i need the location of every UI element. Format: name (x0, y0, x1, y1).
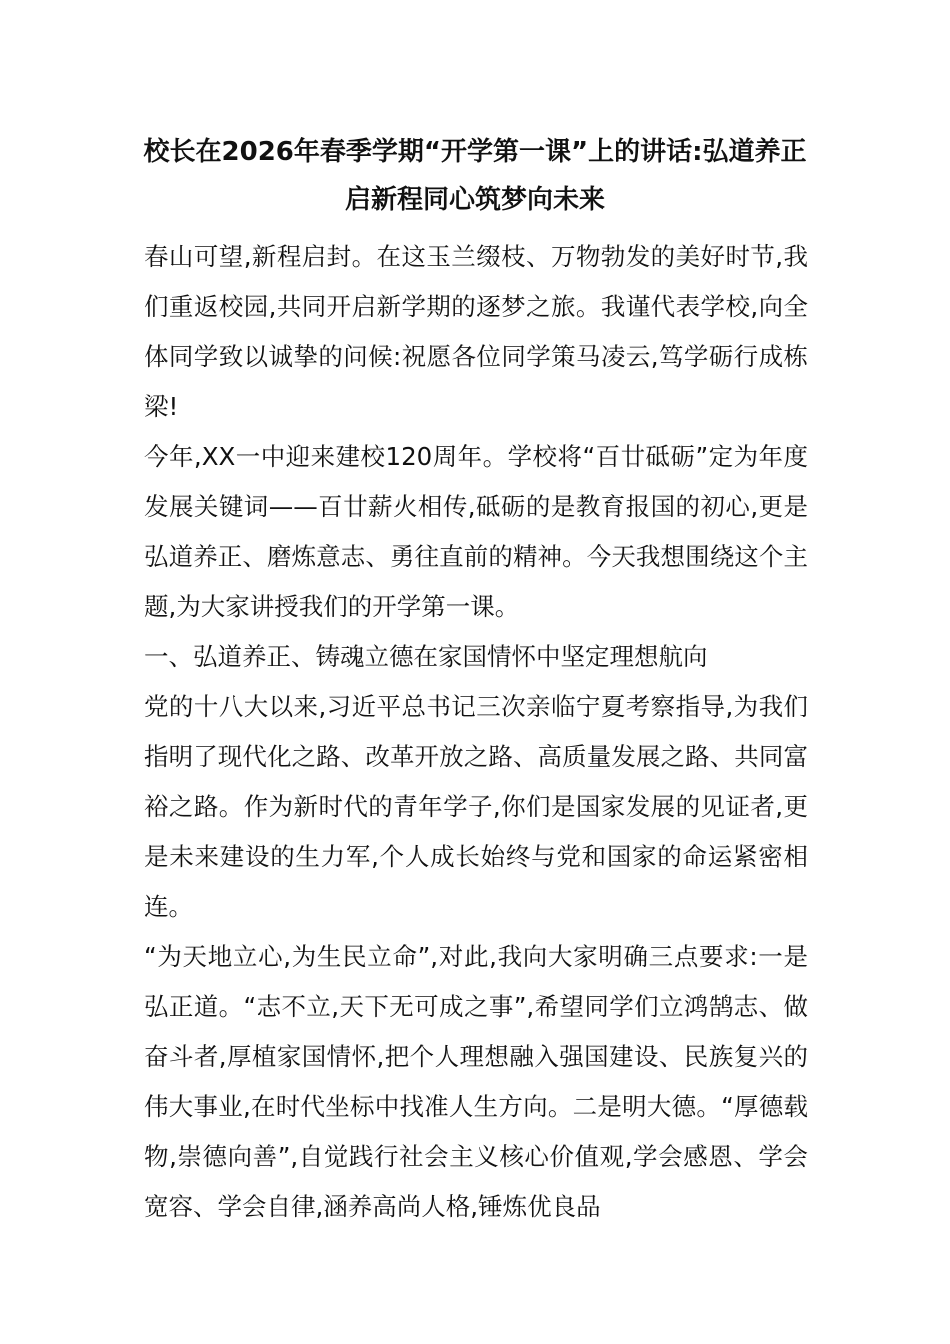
paragraph-requirements: “为天地立心,为生民立命”,对此,我向大家明确三点要求:一是弘正道。“志不立,天下无可成之事”,希望同学们立鸿鹄志、做奋斗者,厚植家国情怀,把个人理想融入强国建设、民族复兴的伟大事业,在时代坐标中找准人生方向。二是明大德。“厚德载物,崇德向善”,自觉践行社会主义核心价值观,学会感恩、学会宽容、学会自律,涵养高尚人格,锤炼优良品 (144, 942, 808, 1221)
paragraph-intro: 春山可望,新程启封。在这玉兰缀枝、万物勃发的美好时节,我们重返校园,共同开启新学期的逐梦之旅。我谨代表学校,向全体同学致以诚挚的问候:祝愿各位同学策马凌云,笃学砺行成栋梁! (144, 242, 808, 421)
section-heading-1: 一、弘道养正、铸魂立德在家国情怀中坚定理想航向 (144, 642, 708, 671)
paragraph-anniversary: 今年,XX一中迎来建校120周年。学校将“百廿砥砺”定为年度发展关键词——百廿薪火相传,砥砺的是教育报国的初心,更是弘道养正、磨炼意志、勇往直前的精神。今天我想围绕这个主题,为大家讲授我们的开学第一课。 (144, 442, 808, 621)
document-title: 校长在2026年春季学期“开学第一课”上的讲话:弘道养正启新程同心筑梦向未来 (143, 137, 807, 215)
document-body (144, 232, 808, 1232)
paragraph-party-guidance: 党的十八大以来,习近平总书记三次亲临宁夏考察指导,为我们指明了现代化之路、改革开放之路、高质量发展之路、共同富裕之路。作为新时代的青年学子,你们是国家发展的见证者,更是未来建设的生力军,个人成长始终与党和国家的命运紧密相连。 (144, 692, 808, 921)
